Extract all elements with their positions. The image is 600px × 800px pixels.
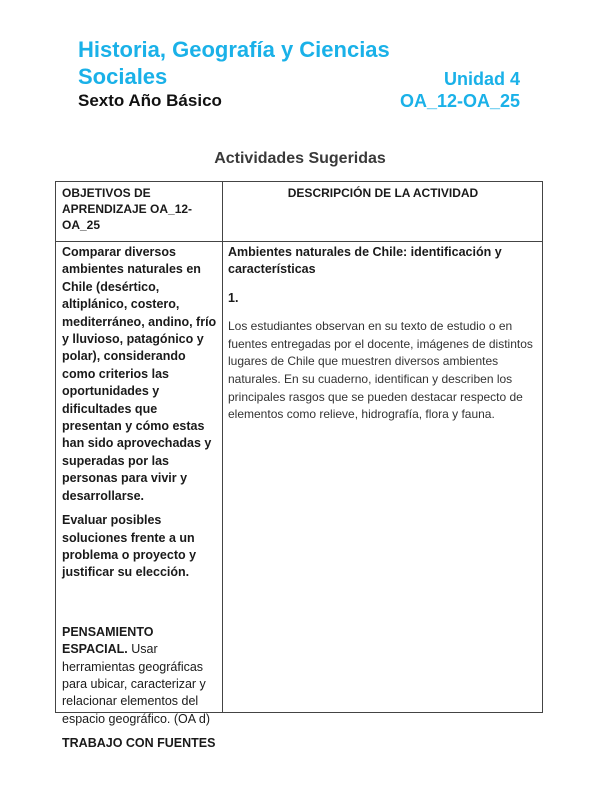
skill-spatial-text: Usar herramientas geográficas para ubicar, caracterizar y relacionar elementos del espacio geográfico. (OA d): [62, 642, 210, 726]
activity-description: Los estudiantes observan en su texto de estudio o en fuentes entregadas por el docente, imágenes de distintos lugares de Chile que muestren diversos ambientes naturales. En su cuaderno, identifican y describen los principales rasgos que se pueden destacar respecto de elementos como relieve, hidrografía, flora y fauna.: [228, 319, 533, 422]
oa-code-label: OA_12-OA_25: [399, 91, 520, 111]
header-description: DESCRIPCIÓN DE LA ACTIVIDAD: [287, 186, 479, 200]
table-row-divider: [56, 241, 542, 242]
skill-sources: TRABAJO CON FUENTES: [62, 736, 216, 751]
objective-oa25: Evaluar posibles soluciones frente a un problema o proyecto y justificar su elección.: [62, 513, 197, 580]
activities-table: [55, 181, 543, 751]
skill-spatial-label: PENSAMIENTO ESPACIAL.: [62, 624, 154, 657]
skill-spatial-thinking: [62, 624, 220, 728]
objective-oa12: Comparar diversos ambientes naturales en Chile (desértico, altiplánico, costero, mediterráneo, andino, frío y lluvioso, patagónico y polar), considerando como criterios las oportunidades y dificultades que presentan y cómo estas han sido aprovechadas y superadas por las personas para vivir y desarrollarse.: [62, 245, 217, 503]
subject-title-line1: Historia, Geografía y Ciencias: [78, 37, 390, 62]
document-header: [78, 36, 520, 114]
activity-cell: [228, 244, 540, 424]
activity-title: Ambientes naturales de Chile: identificación y características: [228, 245, 502, 277]
unit-label: Unidad 4: [443, 69, 520, 89]
header-objectives: OBJETIVOS DE APRENDIZAJE OA_12-OA_25: [62, 186, 193, 232]
header-row-3: [78, 90, 520, 114]
subject-title-line2: Sociales: [78, 64, 168, 89]
activity-number: 1.: [228, 290, 239, 305]
objectives-cell: [62, 244, 220, 753]
grade-label: Sexto Año Básico: [78, 91, 222, 110]
section-title: Actividades Sugeridas: [214, 150, 386, 167]
table-column-divider: [222, 182, 223, 712]
header-row-2: [78, 64, 520, 90]
